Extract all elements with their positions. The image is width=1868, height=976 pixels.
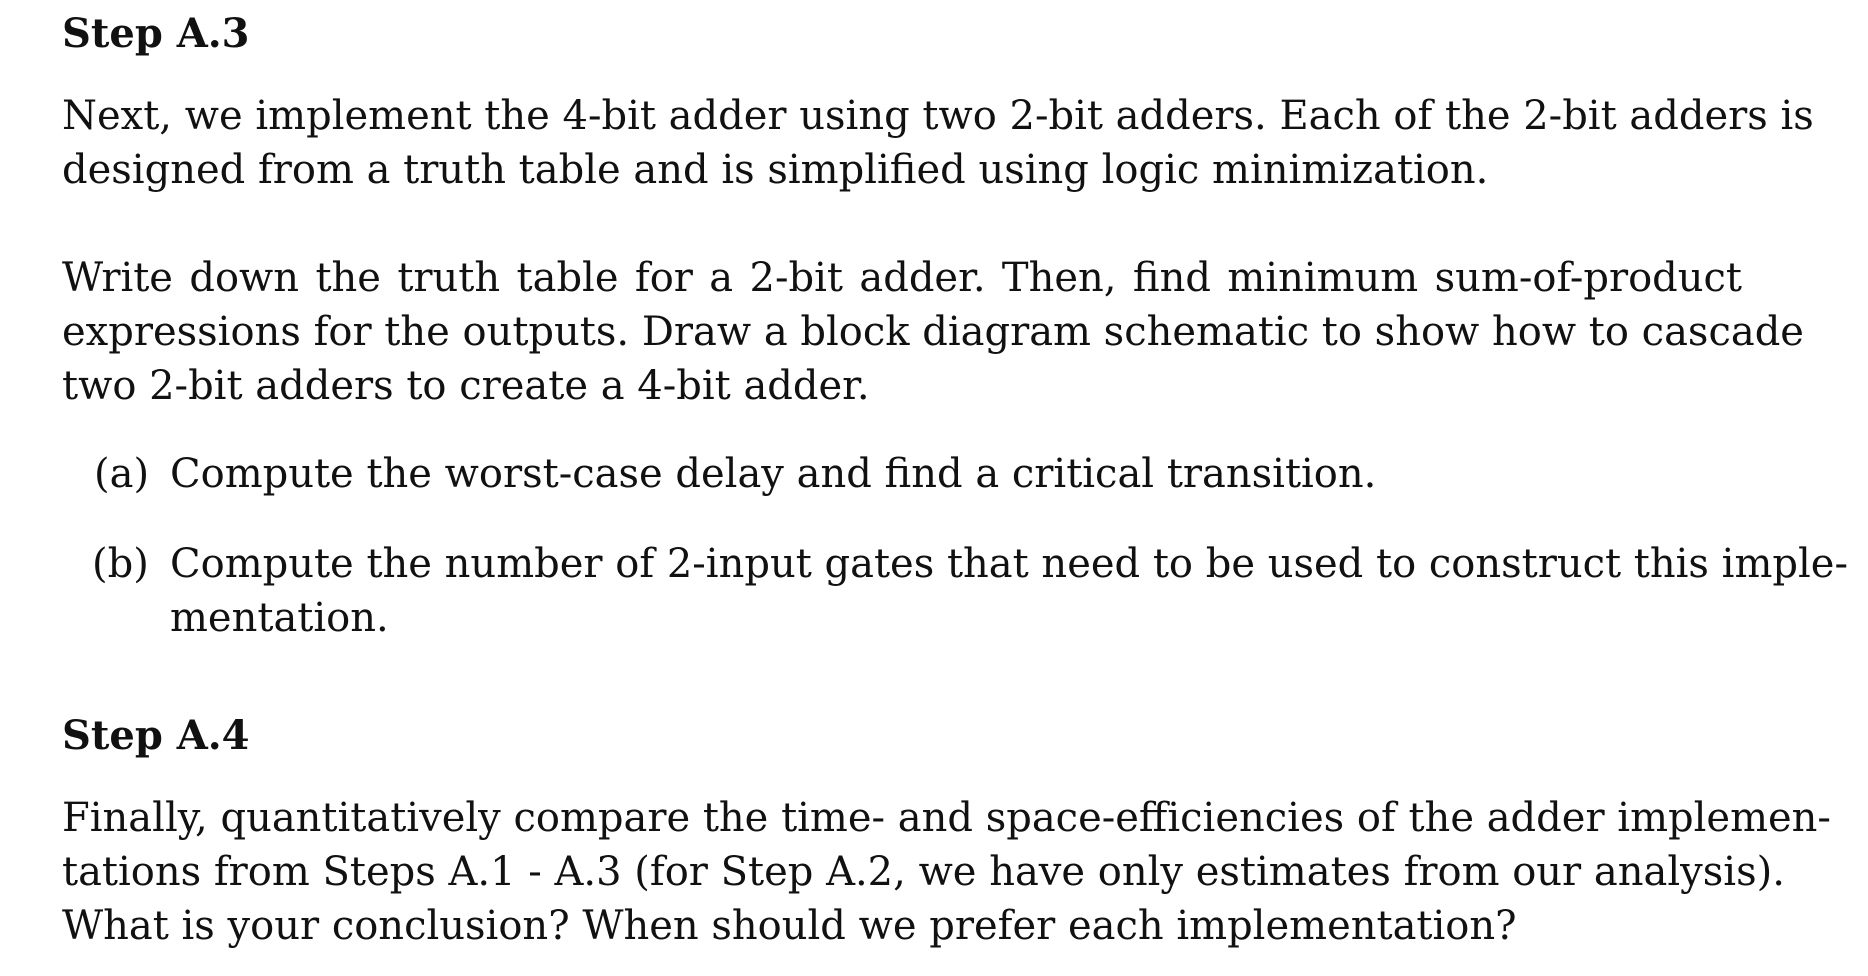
paragraph-line: Next, we implement the 4-bit adder using two 2-bit adders. Each of the 2-bit adders is — [62, 93, 1814, 139]
step-a4-heading: Step A.4 — [62, 712, 250, 759]
list-item-text: Compute the worst-case delay and find a critical transition. — [170, 451, 1377, 497]
paragraph-line: tations from Steps A.1 - A.3 (for Step A.2, we have only estimates from our analysis). — [62, 849, 1785, 895]
paragraph-line: What is your conclusion? When should we prefer each implementation? — [62, 903, 1517, 949]
list-item-label: (b) — [92, 541, 149, 587]
list-item-label: (a) — [94, 451, 150, 497]
paragraph-line: designed from a truth table and is simplified using logic minimization. — [62, 147, 1489, 193]
paragraph-line: Finally, quantitatively compare the time- and space-efficiencies of the adder implemen- — [62, 795, 1831, 841]
list-item-text: mentation. — [170, 595, 389, 641]
list-item-text: Compute the number of 2-input gates that need to be used to construct this imple- — [170, 541, 1848, 587]
step-a3-heading: Step A.3 — [62, 10, 250, 57]
paragraph-line: expressions for the outputs. Draw a block diagram schematic to show how to cascade — [62, 309, 1804, 355]
paragraph-line: Write down the truth table for a 2-bit adder. Then, find minimum sum-of-product — [62, 255, 1742, 301]
paragraph-line: two 2-bit adders to create a 4-bit adder. — [62, 363, 870, 409]
